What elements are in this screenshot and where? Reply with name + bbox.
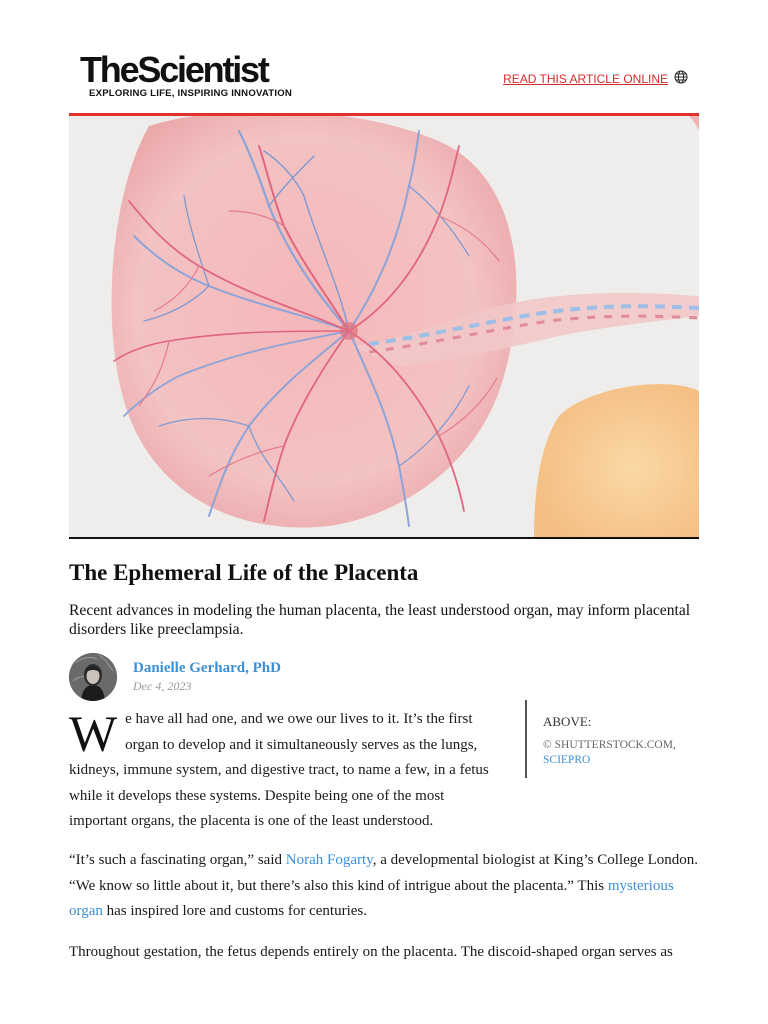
caption-label: ABOVE: [543, 714, 592, 729]
read-online-label: READ THIS ARTICLE ONLINE [503, 71, 668, 86]
hero-image [69, 113, 699, 539]
mysterious-organ-link[interactable]: mysterious organ [69, 877, 674, 919]
drop-cap: W [69, 707, 118, 763]
article-paragraph-2 [69, 848, 699, 925]
norah-fogarty-link[interactable]: Norah Fogarty [285, 852, 373, 868]
article-paragraph-1 [69, 707, 499, 835]
paragraph-2-text-c: has inspired lore and customs for centuries. [102, 903, 367, 919]
caption-credit-link[interactable]: SCIEPRO [543, 754, 591, 766]
globe-icon [674, 70, 688, 87]
article-paragraph-3: Throughout gestation, the fetus depends entirely on the placenta. The discoid-shaped organ serves as [69, 944, 673, 960]
article-title: The Ephemeral Life of the Placenta [69, 560, 419, 585]
read-online-link[interactable] [503, 70, 688, 87]
paragraph-1-text: e have all had one, and we owe our lives to it. It’s the first organ to develop and it simultaneously serves as the lungs, kidneys, immune system, and digestive tract, to name a few, in a fetus while it develops these systems. Despite being one of the most important organs, the placenta is one of the least understood. [69, 711, 489, 829]
author-byline [69, 653, 281, 701]
author-avatar [69, 653, 117, 701]
logo-tagline: EXPLORING LIFE, INSPIRING INNOVATION [89, 88, 292, 99]
logo-wordmark: TheScientist [80, 49, 268, 90]
image-caption [525, 700, 676, 778]
paragraph-2-text-b: , a developmental biologist at King’s College London. “We know so little about it, but there’s also this kind of intrigue about the placenta.” This [69, 852, 699, 894]
author-name-link[interactable]: Danielle Gerhard, PhD [133, 660, 281, 676]
caption-credit [543, 738, 676, 768]
publish-date: Dec 4, 2023 [133, 679, 192, 693]
article-subtitle: Recent advances in modeling the human placenta, the least understood organ, may inform placental disorders like preeclampsia. [69, 602, 691, 638]
caption-credit-text: © SHUTTERSTOCK.COM, [543, 739, 676, 751]
paragraph-2-text-a: “It’s such a fascinating organ,” said [69, 852, 286, 868]
site-logo[interactable] [80, 49, 292, 99]
